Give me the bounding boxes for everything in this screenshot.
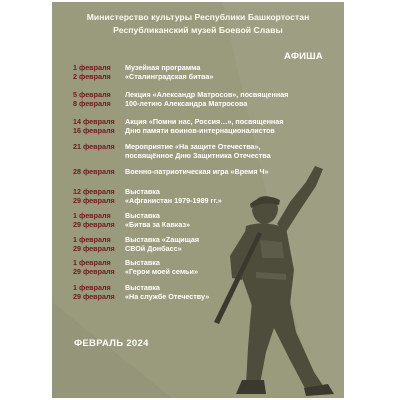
month-label: ФЕВРАЛЬ 2024 [74,338,149,349]
poster-header [52,11,344,36]
event-description: Мероприятие «На защите Отечества», [125,142,261,151]
event-date: 29 февраля [73,291,115,301]
event-date: 12 февраля [73,187,115,196]
event-description: Выставка «Zащищая [125,235,200,244]
event-item [73,143,271,161]
event-description: «На службе Отечеству» [125,291,210,301]
museum-title: Республиканский музей Боевой Славы [113,24,283,35]
event-description: Военно-патриотическая игра «Время Ч» [125,167,269,176]
event-description: Акция «Помни нас, Россия…», посвященная [125,117,284,126]
event-date: 1 февраля [73,235,111,244]
event-row [73,127,283,136]
event-description: Дню памяти воинов-интернационалистов [125,125,275,135]
event-date: 8 февраля [73,98,111,108]
event-description: Выставка [125,258,160,267]
event-row [73,245,199,254]
ministry-title: Министерство культуры Республики Башкортостан [86,12,310,22]
event-row [73,268,198,277]
event-row [73,73,213,82]
event-date: 1 февраля [73,63,111,72]
event-item [73,284,209,302]
event-date: 21 февраля [73,142,115,151]
event-description: «Афганистан 1979-1989 гг.» [125,195,222,205]
event-description: «Сталинградская битва» [125,71,214,81]
event-date: 14 февраля [73,117,115,126]
event-item [73,236,199,254]
event-description: «Битва за Кавказ» [125,219,191,229]
event-row [73,152,271,161]
afisha-title: АФИША [284,51,323,62]
event-date: 16 февраля [73,125,115,135]
soldier-silhouette-illustration [202,162,344,398]
event-date [73,152,125,161]
event-date: 2 февраля [73,71,111,81]
event-description: Выставка [125,211,160,220]
event-item [73,91,288,109]
event-date: 29 февраля [73,266,115,276]
event-date: 1 февраля [73,211,111,220]
event-description: Лекция «Александр Матросов», посвященная [125,90,289,99]
event-row [73,293,209,302]
event-row [73,221,190,230]
event-date: 1 февраля [73,258,111,267]
event-date: 29 февраля [73,195,115,205]
event-description: Музейная программа [125,63,201,72]
event-item [73,212,190,230]
event-row [73,100,288,109]
event-description: Выставка [125,187,160,196]
event-date: 5 февраля [73,90,111,99]
event-item [73,259,198,277]
event-date: 1 февраля [73,283,111,292]
event-date: 28 февраля [73,167,115,176]
event-item [73,118,283,136]
event-date: 29 февраля [73,243,115,253]
event-row [73,197,222,206]
event-item [73,64,213,82]
event-description: 100-летию Александра Матросова [125,98,248,108]
event-item [73,188,222,206]
event-description: «Герои моей семьи» [125,266,198,276]
event-description: посвящённое Дню Защитника Отечества [125,150,271,160]
poster [52,2,344,398]
event-date: 29 февраля [73,219,115,229]
event-description: СВОй Донбасс» [125,243,182,253]
event-description: Выставка [125,283,160,292]
